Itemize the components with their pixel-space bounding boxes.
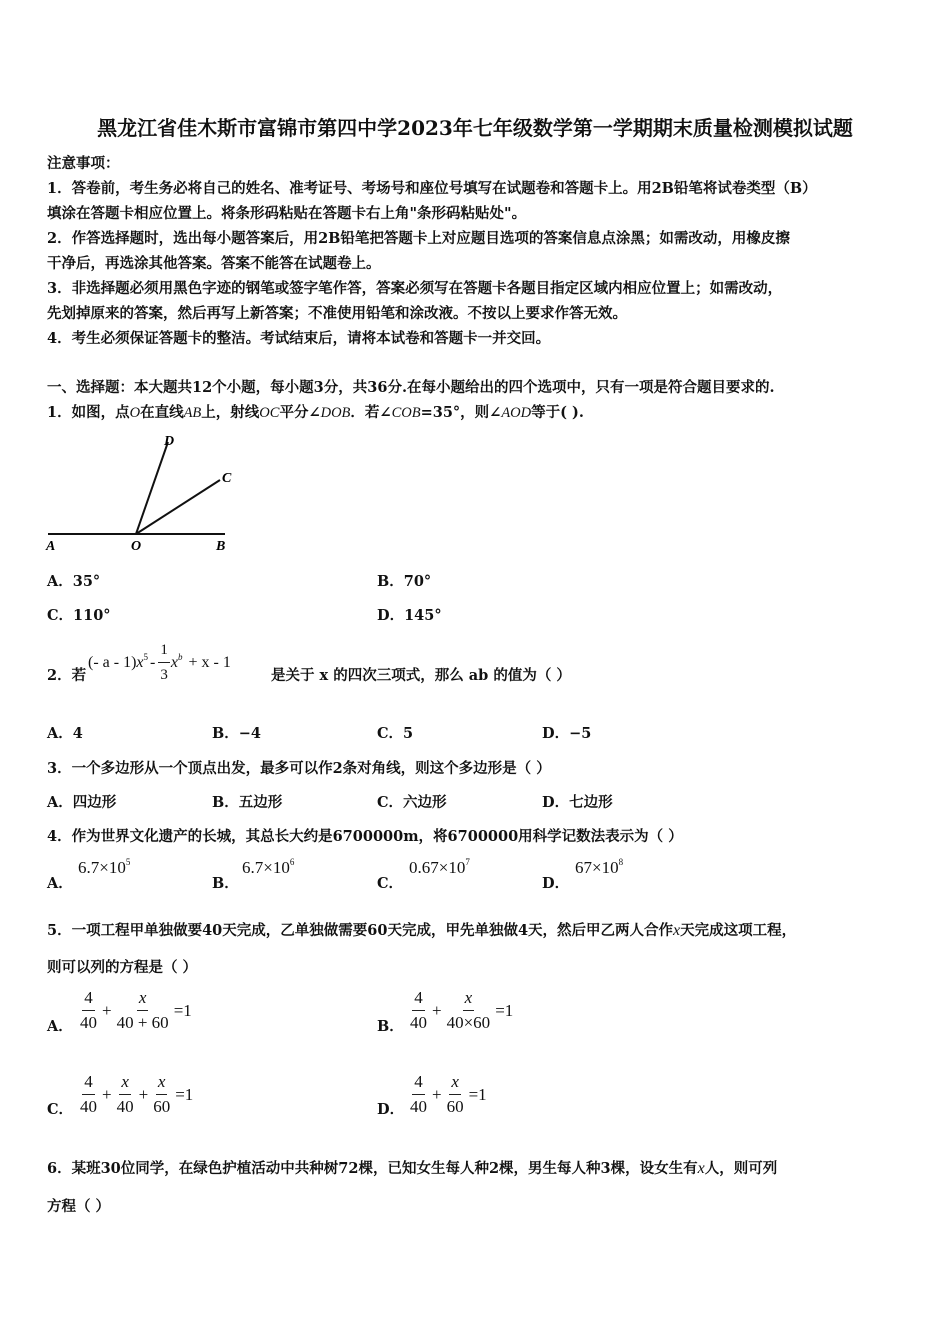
q5-option-d-equation: $\frac{4}{40}$ + $\frac{x}{60}$ =1	[410, 1072, 487, 1116]
notice-line-7: 4．考生必须保证答题卡的整洁。考试结束后，请将本试卷和答题卡一并交回。	[47, 330, 551, 347]
q5-option-c-equation: $\frac{4}{40}$ + $\frac{x}{40}$ + $\frac{x}{60}$ =1	[80, 1072, 194, 1116]
q4-option-a-value: 6.7×10 $^5$	[78, 857, 131, 877]
question-5-stem-line-1: 5．一项工程甲单独做要40天完成，乙单独做需要60天完成，甲先单独做4天，然后甲乙两人合作x天完成这项工程，	[47, 922, 797, 939]
label-b: B	[216, 539, 226, 554]
q4-option-a-label: A．	[47, 875, 73, 892]
question-6-stem-line-2: 方程（ ）	[47, 1198, 111, 1215]
q4-option-b-label: B．	[212, 875, 239, 892]
label-d: D	[164, 434, 175, 449]
q5-option-c-label: C．	[47, 1101, 74, 1118]
q4-option-b-value: 6.7×10 $^6$	[242, 857, 295, 877]
q3-option-b: B．五边形	[212, 794, 283, 811]
ray-oc	[136, 480, 220, 534]
q1-option-c: C．110°	[47, 607, 111, 624]
q1-option-d: D．145°	[377, 607, 442, 624]
q5-option-b-equation: $\frac{4}{40}$ + $\frac{x}{40\times 60}$ =1	[410, 988, 514, 1032]
q3-option-d: D．七边形	[542, 794, 613, 811]
ray-od	[136, 442, 168, 534]
q5-option-a-equation: $\frac{4}{40}$ + $\frac{x}{40 + 60}$ =1	[80, 988, 192, 1032]
q2-option-d: D．−5	[542, 725, 592, 742]
q2-option-b: B．−4	[212, 725, 261, 742]
q4-option-c-label: C．	[377, 875, 404, 892]
question-6-stem-line-1: 6．某班30位同学，在绿色护植活动中共种树72棵，已知女生每人种2棵，男生每人种3棵，设女生有x人，则可列	[47, 1160, 778, 1177]
notice-line-1: 1．答卷前，考生务必将自己的姓名、准考证号、考场号和座位号填写在试题卷和答题卡上。用2B铅笔将试卷类型（B）	[47, 180, 817, 197]
page-title: 黑龙江省佳木斯市富锦市第四中学2023年七年级数学第一学期期末质量检测模拟试题	[97, 116, 853, 140]
label-o: O	[131, 539, 142, 554]
question-3-stem: 3．一个多边形从一个顶点出发，最多可以作2条对角线，则这个多边形是（ ）	[47, 760, 551, 777]
q4-option-d-label: D．	[542, 875, 570, 892]
angle-figure	[40, 428, 250, 558]
question-5-stem-line-2: 则可以列的方程是（ ）	[47, 959, 198, 976]
question-4-stem: 4．作为世界文化遗产的长城，其总长大约是6700000m，将6700000用科学记数法表示为（ ）	[47, 828, 683, 845]
q5-option-b-label: B．	[377, 1018, 404, 1035]
q3-option-a: A．四边形	[47, 794, 117, 811]
notice-line-2: 填涂在答题卡相应位置上。将条形码粘贴在答题卡右上角"条形码粘贴处"。	[47, 205, 527, 222]
q4-option-d-value: 67×10 $^8$	[575, 857, 624, 877]
q1-option-b: B．70°	[377, 573, 432, 590]
q2-option-c: C．5	[377, 725, 414, 742]
question-1-stem: 1．如图，点O在直线AB上，射线OC平分∠DOB．若∠COB=35°，则∠AOD等于( ).	[47, 404, 584, 421]
q4-option-c-value: 0.67×10 $^7$	[409, 857, 470, 877]
label-c: C	[222, 471, 232, 486]
q3-option-c: C．六边形	[377, 794, 447, 811]
notice-heading: 注意事项：	[47, 155, 120, 172]
q5-option-d-label: D．	[377, 1101, 405, 1118]
label-a: A	[46, 539, 56, 554]
notice-line-5: 3．非选择题必须用黑色字迹的钢笔或签字笔作答，答案必须写在答题卡各题目指定区域内相应位置上；如需改动，	[47, 280, 783, 297]
q5-option-a-label: A．	[47, 1018, 73, 1035]
q1-option-a: A．35°	[47, 573, 101, 590]
notice-line-3: 2．作答选择题时，选出每小题答案后，用2B铅笔把答题卡上对应题目选项的答案信息点涂黑；如需改动，用橡皮擦	[47, 230, 790, 247]
q2-suffix: 是关于 x 的四次三项式，那么 ab 的值为（ ）	[271, 667, 571, 684]
q2-polynomial: (- a - 1) x $^5$ - $\frac{1}{3}$ x $^b$ + x - 1	[88, 642, 231, 683]
notice-line-6: 先划掉原来的答案，然后再写上新答案；不准使用铅笔和涂改液。不按以上要求作答无效。	[47, 305, 627, 322]
q2-option-a: A．4	[47, 725, 83, 742]
notice-line-4: 干净后，再选涂其他答案。答案不能答在试题卷上。	[47, 255, 381, 272]
section-heading: 一、选择题：本大题共12个小题，每小题3分，共36分.在每小题给出的四个选项中，只有一项是符合题目要求的.	[47, 379, 775, 396]
q2-prefix: 2．若	[47, 667, 87, 684]
